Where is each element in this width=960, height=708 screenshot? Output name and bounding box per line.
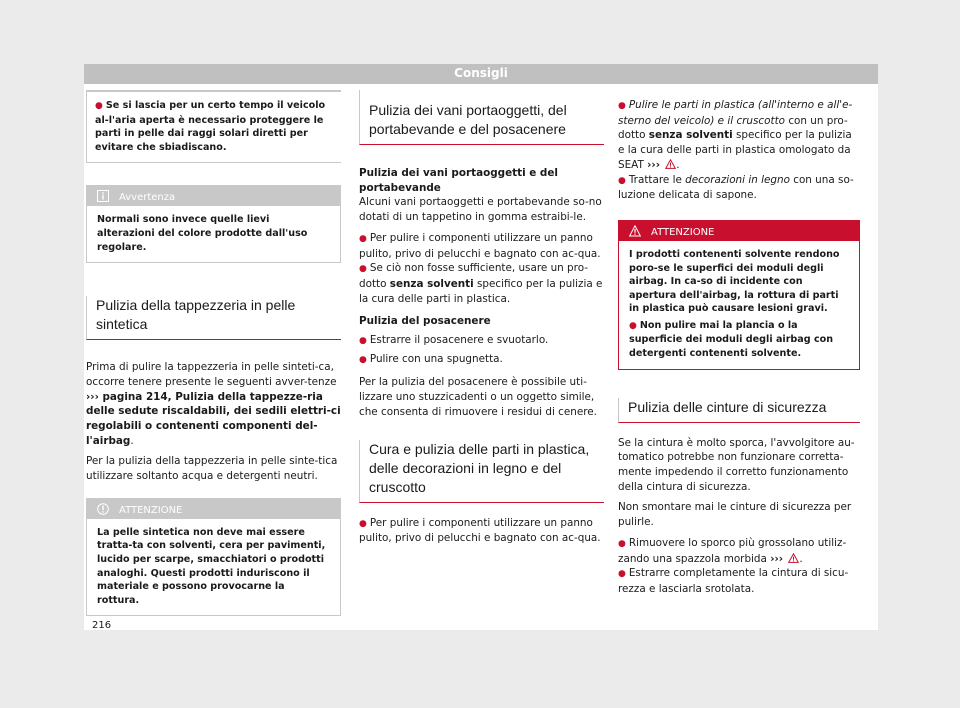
warning-reference[interactable]: ››› [647,158,660,171]
bullet-icon: ● [618,175,626,186]
subhead-ashtray: Pulizia del posacenere [359,315,491,328]
para-synthetic-1: Prima di pulire la tappezzeria in pelle sinteti-ca, occorre tenere presente le seguenti avver-tenze ››› pagina 214, Pulizia della tappezze-ria delle sedute riscaldabili, dei sedili elettri-ci regolabili o contenenti componenti del-l'airbag. [86,361,341,447]
para-storage-1: Alcuni vani portaoggetti e portabevande so-no dotati di un tappetino in gomma estraibi-le. [359,196,602,224]
list-item: ● Pulire con una spugnetta. [359,352,503,365]
warning-header [87,499,340,519]
para-seatbelts-1: Se la cintura è molto sporca, l'avvolgitore au-tomatico potrebbe non funzionare corretta-mente impedendo il corretto funzionamento della cintura di sicurezza. [618,436,855,493]
warning-title: ATTENZIONE [651,226,715,238]
note-body: Normali sono invece quelle lievi alterazioni del colore prodotte dall'uso regolare. [97,214,308,253]
bullet-icon: ● [359,354,367,365]
list-item: ● Estrarre completamente la cintura di sicu-rezza e lasciarla srotolata. [618,567,849,595]
warning-title: ATTENZIONE [119,504,183,516]
bullet-icon: ● [618,538,626,549]
bullet-icon: ● [629,320,637,331]
list-item: ● Rimuovere lo sporco più grossolano utiliz-zando una spazzola morbida ››› . [618,536,847,565]
warning-box-plastic [618,220,860,370]
section-title-synthetic-leather: Pulizia della tappezzeria in pelle sintetica [86,296,341,340]
page-number: 216 [92,620,112,631]
section-title-storage: Pulizia dei vani portaoggetti, del portabevande e del posacenere [359,90,604,145]
bullet-icon: ● [618,101,626,111]
warning-header [619,221,859,241]
page-reference-link[interactable]: ››› pagina 214, Pulizia della tappezze-ria delle sedute riscaldabili, dei sedili elettri-ci regolabili o contenenti componenti del-l'airbag [86,390,341,447]
list-item: ● Per pulire i componenti utilizzare un panno pulito, privo di pelucchi e bagnato con ac-qua. [359,516,601,545]
column-3 [618,90,860,597]
list-item: ● Se ciò non fosse sufficiente, usare un pro-dotto senza solventi specifico per la pulizia e la cura delle parti in plastica. [359,262,603,305]
warning-triangle-icon [788,553,799,563]
list-item: ● Estrarre il posacenere e svuotarlo. [359,334,549,347]
para-seatbelts-2: Non smontare mai le cinture di sicurezza per pulirle. [618,501,852,529]
list-item: ● Per pulire i componenti utilizzare un panno pulito, privo di pelucchi e bagnato con ac-qua. [359,231,601,260]
info-icon [97,190,109,202]
warning-triangle-icon [665,159,676,169]
section-title-seatbelts: Pulizia delle cinture di sicurezza [618,398,860,423]
bullet-icon: ● [618,569,626,580]
bullet-icon: ● [359,233,367,244]
column-1 [86,90,341,616]
warning-box-leather [86,498,341,617]
note-title: Avvertenza [119,192,176,204]
warning-reference[interactable]: ››› [770,552,784,565]
intro-box [86,90,341,163]
note-header [87,186,340,206]
intro-bullet: ● Se si lascia per un certo tempo il veicolo al-l'aria aperta è necessario proteggere le parti in pelle dai raggi solari diretti per evitare che sbiadiscano. [95,100,326,153]
bullet-icon: ● [359,264,367,275]
warning-triangle-icon [629,225,641,237]
manual-page [84,64,878,630]
bullet-icon: ● [359,518,367,529]
warning-body: La pelle sintetica non deve mai essere tratta-ta con solventi, cera per pavimenti, lucido per scarpe, smacchiatori o prodotti analoghi. Questi prodotti induriscono il materiale e possono provocarne la rottura. [97,526,326,606]
bullet-icon: ● [95,101,103,111]
section-title-plastic: Cura e pulizia delle parti in plastica, delle decorazioni in legno e del cruscotto [359,440,604,503]
warning-body: I prodotti contenenti solvente rendono poro-se le superfici dei moduli degli airbag. In ca-so di incidente con apertura dell'airbag, la rottura di parti in plastica può causare lesioni gravi. ● Non pulire mai la plancia o la superficie dei moduli degli airbag con detergenti contenenti solvente. [629,248,840,360]
para-ashtray: Per la pulizia del posacenere è possibile uti-lizzare uno stuzzicadenti o un oggetto simile, che consenta di rimuovere i residui di cenere. [359,376,597,418]
para-synthetic-2: Per la pulizia della tappezzeria in pelle sinte-tica utilizzare soltanto acqua e detergenti neutri. [86,455,338,483]
list-item: ● Pulire le parti in plastica (all'interno e all'e-sterno del veicolo) e il cruscotto con un pro-dotto senza solventi specifico per la pulizia e la cura delle parti in plastica omologato da SEAT ››› . [618,99,853,171]
column-2 [359,90,604,546]
subhead-storage: Pulizia dei vani portaoggetti e del portabevande [359,167,558,194]
warning-icon [97,503,109,515]
note-box [86,185,341,263]
bullet-icon: ● [359,336,367,347]
header-title: Consigli [454,66,508,80]
list-item: ● Trattare le decorazioni in legno con una so-luzione delicata di sapone. [618,173,854,202]
header-bar [84,64,878,84]
